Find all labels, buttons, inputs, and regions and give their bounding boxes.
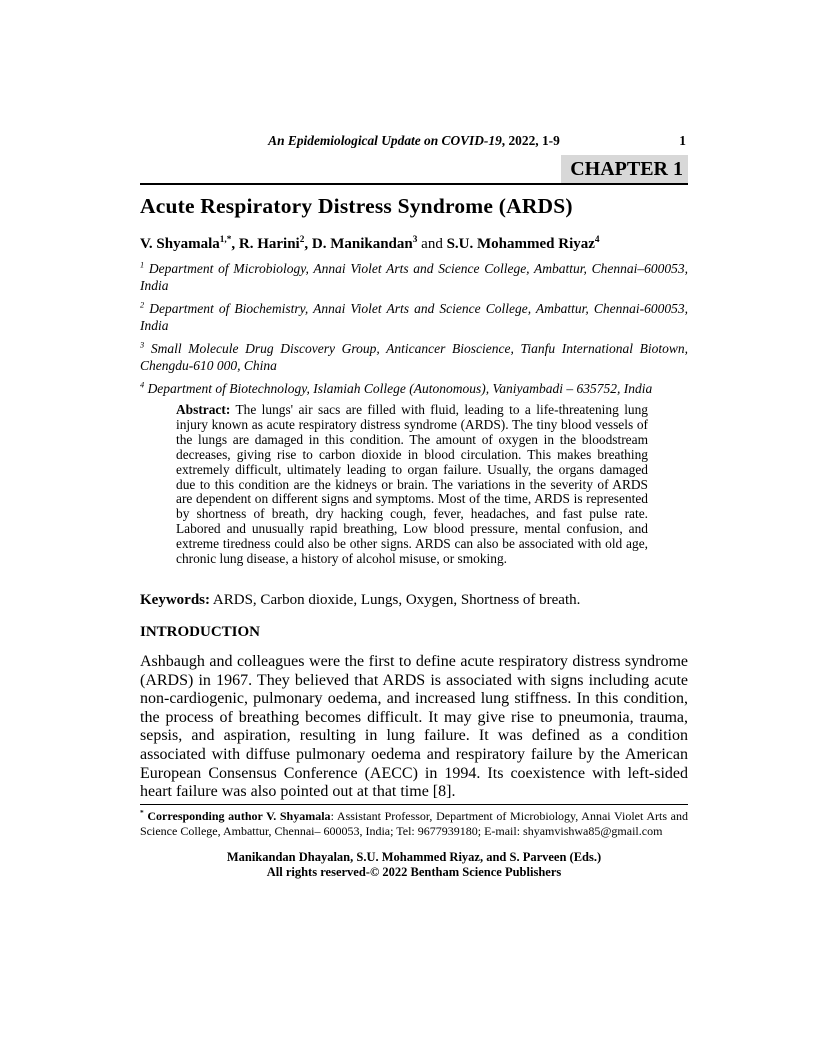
chapter-badge: CHAPTER 1	[561, 155, 688, 183]
introduction-paragraph: Ashbaugh and colleagues were the first to define acute respiratory distress syndrome (ARDS) in 1967. They believed that ARDS is associated with signs including acute non-cardiogenic, pulmonary oedema, and increased lung stiffness. In this condition, the process of breathing becomes difficult. It may give rise to pneumonia, trauma, sepsis, and aspiration, resulting in lung failure. It was defined as a condition associated with diffuse pulmonary oedema and respiratory failure by the American European Consensus Conference (AECC) in 1994. Its coexistence with left-sided heart failure was also pointed out at that time [8].	[140, 653, 688, 801]
keywords-line: Keywords: ARDS, Carbon dioxide, Lungs, Oxygen, Shortness of breath.	[140, 592, 581, 608]
chapter-rule	[140, 155, 688, 185]
introduction-heading: INTRODUCTION	[140, 624, 261, 640]
affiliation-3: $^3$ Small Molecule Drug Discovery Group, Anticancer Bioscience, Tianfu International Biotown, Chengdu-610 000, China	[140, 340, 688, 373]
affiliation-4: $^4$ Department of Biotechnology, Islamiah College (Autonomous), Vaniyambadi – 635752, India	[140, 380, 653, 396]
corresponding-author-footnote: * Corresponding author V. Shyamala: Assistant Professor, Department of Microbiology, Annai Violet Arts and Science College, Ambattur, Chennai– 600053, India; Tel: 9677939180; E-mail: shyamvishwa85@gmail.com	[140, 804, 688, 838]
authors-line: V. Shyamala$^{1,*}$, R. Harini$^2$, D. Manikandan$^3$ and S.U. Mohammed Riyaz$^4$	[140, 235, 600, 252]
chapter-title: Acute Respiratory Distress Syndrome (ARDS)	[140, 194, 573, 218]
affiliations	[140, 260, 688, 403]
book-footer	[140, 850, 688, 880]
running-head	[140, 133, 688, 149]
running-head-title: An Epidemiological Update on COVID-19, 2022, 1-9	[268, 133, 560, 148]
affiliation-2: $^2$ Department of Biochemistry, Annai Violet Arts and Science College, Ambattur, Chennai-600053, India	[140, 300, 688, 333]
footer-rights-line: All rights reserved-© 2022 Bentham Science Publishers	[266, 865, 562, 879]
affiliation-1: $^1$ Department of Microbiology, Annai Violet Arts and Science College, Ambattur, Chennai–600053, India	[140, 260, 688, 293]
page-number: 1	[679, 133, 686, 148]
footer-editors-line: Manikandan Dhayalan, S.U. Mohammed Riyaz, and S. Parveen (Eds.)	[226, 850, 602, 864]
abstract: Abstract: The lungs' air sacs are filled with fluid, leading to a life-threatening lung injury known as acute respiratory distress syndrome (ARDS). The tiny blood vessels of the lungs are damaged in this condition. The amount of oxygen in the bloodstream decreases, giving rise to carbon dioxide in blood circulation. This makes breathing extremely difficult, ultimately leading to organ failure. Usually, the organs damaged due to this condition are the kidneys or brain. The variations in the severity of ARDS are dependent on different signs and symptoms. Most of the time, ARDS is represented by shortness of breath, dry hacking cough, fever, headaches, and fast pulse rate. Labored and unusually rapid breathing, Low blood pressure, mental confusion, and extreme tiredness could also be other signs. ARDS can also be associated with old age, chronic lung disease, a history of alcohol misuse, or smoking.	[176, 402, 648, 567]
